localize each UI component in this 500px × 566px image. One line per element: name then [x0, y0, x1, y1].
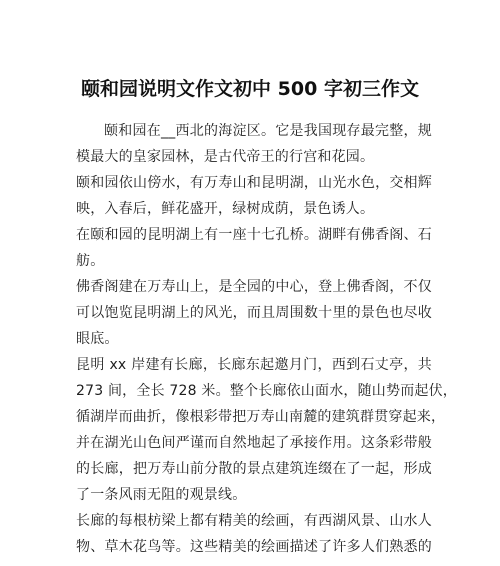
text-line: 并在湖光山色间严谨而自然地起了承接作用。这条彩带般 — [76, 435, 432, 451]
text-line: 映，入春后，鲜花盛开，绿树成荫，景色诱人。 — [76, 201, 375, 217]
text-line: 舫。 — [76, 253, 105, 269]
text-line: 循湖岸而曲折，像根彩带把万寿山南麓的建筑群贯穿起来， — [76, 409, 446, 425]
text-line: 眼底。 — [76, 331, 119, 347]
text-line: 佛香阁建在万寿山上，是全园的中心，登上佛香阁，不仅 — [76, 279, 432, 295]
text-line: 颐和园依山傍水，有万寿山和昆明湖，山光水色，交相辉 — [76, 175, 432, 191]
text-line: 273 间，全长 728 米。整个长廊依山面水，随山势而起伏， — [76, 383, 457, 399]
document-body — [76, 118, 457, 560]
text-line: 了一条风雨无阻的观景线。 — [76, 487, 247, 503]
text-line: 昆明 xx 岸建有长廊，长廊东起邀月门，西到石丈亭，共 — [76, 357, 432, 373]
document-title: 颐和园说明文作文初中 500 字初三作文 — [81, 78, 419, 100]
text-line: 的长廊，把万寿山前分散的景点建筑连缀在了一起，形成 — [76, 461, 432, 477]
text-line: 可以饱览昆明湖上的风光，而且周围数十里的景色也尽收 — [76, 305, 432, 321]
text-line: 颐和园在__西北的海淀区。它是我国现存最完整，规 — [104, 123, 432, 139]
text-line: 在颐和园的昆明湖上有一座十七孔桥。湖畔有佛香阁、石 — [76, 227, 432, 243]
text-line: 物、草木花鸟等。这些精美的绘画描述了许多人们熟悉的 — [76, 539, 432, 555]
text-line: 长廊的每根枋梁上都有精美的绘画，有西湖风景、山水人 — [76, 513, 432, 529]
text-line: 模最大的皇家园林，是古代帝王的行宫和花园。 — [76, 149, 375, 165]
